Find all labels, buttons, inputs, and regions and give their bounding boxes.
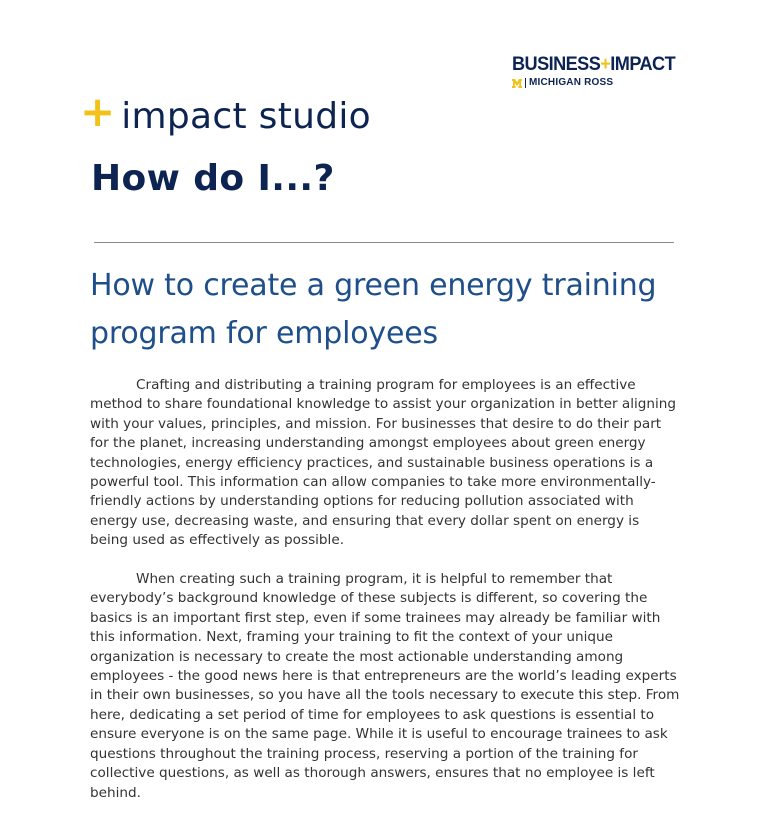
business-impact-logo (512, 53, 687, 89)
logo-separator (525, 78, 526, 88)
impact-studio-brand (80, 87, 372, 139)
studio-name: impact studio (121, 96, 372, 137)
article-body (90, 376, 680, 822)
logo-school-line (512, 77, 687, 89)
article-title: How to create a green energy training program for employees (90, 268, 657, 351)
series-title: How do I...? (91, 158, 335, 199)
body-paragraph-2: When creating such a training program, it is helpful to remember that everybody’s background knowledge of these subjects is different, so covering the basics is an important first step, even if some trainees may already be familiar with this information. Next, framing your training to fit the context of your unique organization is necessary to create the most actionable understanding among employees - the good news here is that entrepreneurs are the world’s leading experts in their own businesses, so you have all the tools necessary to execute this step. From here, dedicating a set period of time for employees to ask questions is essential to ensure everyone is on the same page. While it is useful to encourage trainees to ask questions throughout the training process, reserving a portion of the training for collective questions, as well as thorough answers, ensures that no employee is left behind. (90, 571, 680, 801)
logo-school-text: MICHIGAN ROSS (529, 77, 614, 88)
body-paragraph-1: Crafting and distributing a training program for employees is an effective method to share foundational knowledge to assist your organization in better aligning with your values, principles, and mission. For businesses that desire to do their part for the planet, increasing understanding amongst employees about green energy technologies, energy efficiency practices, and sustainable business operations is a powerful tool. This information can allow companies to take more environmentally-friendly actions by understanding options for reducing pollution associated with energy use, decreasing waste, and ensuring that every dollar spent on energy is being used as effectively as possible. (90, 377, 677, 549)
title-divider (94, 242, 674, 243)
logo-impact-text: IMPACT (610, 53, 676, 75)
plus-icon: + (80, 87, 116, 136)
logo-business-text: BUSINESS (512, 53, 601, 75)
block-m-icon (512, 79, 522, 88)
logo-plus-icon: + (600, 53, 611, 75)
logo-wordmark (512, 53, 675, 75)
